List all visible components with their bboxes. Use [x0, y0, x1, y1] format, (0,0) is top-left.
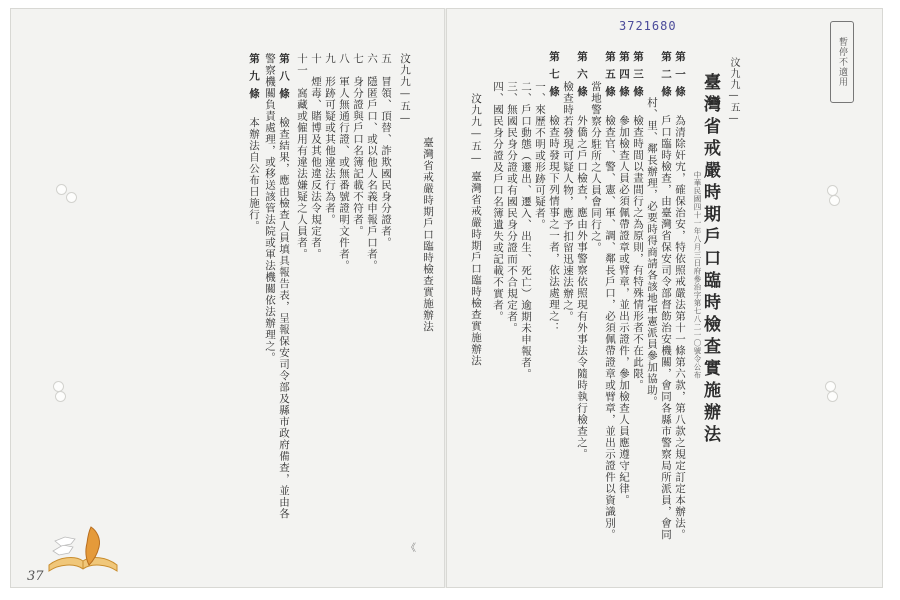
binding-hole: [827, 391, 838, 402]
article-1-text: 為清除奸宄，確保治安，特依照戒嚴法第十一條第六款，第八款之規定訂定本辦法。: [674, 115, 686, 541]
article-7-text: 檢查時發現下列情事之一者，依法處理之：: [548, 115, 560, 334]
item-6: [365, 53, 378, 272]
right-page: [446, 8, 883, 588]
doc-ref: 汶九九—五—: [728, 57, 739, 125]
article-5-num: 第五條: [604, 51, 616, 104]
article-6: [575, 51, 588, 460]
article-5-text: 檢查官、警、憲、軍、調、鄰長戶口，必須佩帶證章或臂章，並出示證件以資識別。: [604, 115, 616, 541]
article-9-num: 第九條: [248, 53, 260, 106]
item-8: [337, 53, 350, 272]
item-8-text: 軍人無通行證、或無番號證明文件者。: [338, 76, 350, 272]
binding-hole: [66, 192, 77, 203]
tail-running-title: 臺灣省戒嚴時期戶口臨時檢查實施辦法: [470, 171, 482, 367]
article-4-text: 參加檢查人員必須佩帶證章或臂章，並出示證件，參加檢查人員應遵守紀律。: [618, 115, 630, 506]
article-2-num: 第二條: [660, 51, 672, 104]
article-5: [603, 51, 616, 541]
article-3-text: 檢查時間以晝間行之為原則，有特殊情形者不在此限。: [632, 115, 644, 391]
item-8-num: 八: [338, 53, 350, 65]
archive-logo-icon: [39, 517, 123, 583]
article-9-text: 本辦法自公布日施行。: [248, 117, 260, 232]
item-11-text: 窩藏或僱用有違法嫌疑之人員者。: [296, 87, 308, 260]
article-1: [673, 51, 686, 541]
article-8: [277, 53, 290, 520]
article-2: [659, 51, 672, 541]
binding-hole: [55, 391, 66, 402]
item-10-text: 煙毒、賭博及其他違反法令規定者。: [310, 76, 322, 260]
archive-serial-number: 3721680: [619, 19, 677, 33]
page-number: 37: [27, 569, 44, 584]
article-3: [631, 51, 644, 391]
article-4-num: 第四條: [618, 51, 630, 104]
article-8-num: 第八條: [278, 53, 290, 106]
article-7-item-3: 三、無國民身分證或有國民身分證而不合規定者。: [506, 81, 518, 334]
item-5-num: 五: [380, 53, 392, 65]
bottom-mark: 《: [406, 543, 416, 554]
article-2-continued: 村、里、鄰長辦理，必要時得商請各該地軍憲派員參加協助。: [646, 97, 658, 408]
left-doc-ref: 汶九九—五—: [399, 53, 411, 125]
article-7-num: 第七條: [548, 51, 560, 104]
article-4: [617, 51, 630, 506]
item-6-text: 隱匿戶口、或以他人名義申報戶口者。: [366, 76, 378, 272]
left-running-title: 臺灣省戒嚴時期戶口臨時檢查實施辦法: [422, 137, 434, 333]
item-11-num: 十一: [296, 53, 308, 76]
binding-hole: [56, 184, 67, 195]
item-11: [295, 53, 308, 260]
article-9: [247, 53, 260, 232]
article-7: [547, 51, 560, 334]
article-1-num: 第一條: [674, 51, 686, 104]
article-6-text: 外僑之戶口檢查，應由外事警察依照現有外事法令隨時執行檢查之。: [576, 115, 588, 460]
item-5: [379, 53, 392, 249]
promulgation-note: 中華民國四十一年八月三日府參治字第七八二一〇號令公布: [693, 171, 702, 379]
article-7-item-2: 二、戶口動態（遷出、遷入、出生、死亡）逾期未申報者。: [520, 81, 532, 380]
item-10: [309, 53, 322, 260]
article-7-item-4: 四、國民身分證及戶口名簿遺失或記載不實者。: [492, 81, 504, 323]
item-5-text: 冒領、頂替、詐欺國民身分證者。: [380, 76, 392, 249]
article-6-num: 第六條: [576, 51, 588, 104]
item-10-num: 十: [310, 53, 322, 65]
item-7-num: 七: [352, 53, 364, 65]
article-2-text: 戶口臨時檢查，由臺灣省保安司令部督飭治安機關，會同各縣市警察局所派員，會同: [660, 115, 672, 541]
article-3-num: 第三條: [632, 51, 644, 104]
article-8-continued: 警察機關負責處理，或移送該管法院或軍法機關依法辦理之。: [264, 53, 276, 364]
item-7-text: 身分證與戶口名簿記載不符者。: [352, 76, 364, 237]
article-5-continued: 當地警察分駐所之人員會同行之。: [590, 81, 602, 254]
binding-hole: [829, 195, 840, 206]
article-6-continued: 檢查時若發現可疑人物，應予扣留迅速法辦之。: [562, 81, 574, 323]
item-9-text: 形跡可疑或其他違法行為者。: [324, 76, 336, 226]
article-7-item-1: 一、來歷不明或形跡可疑者。: [534, 81, 546, 231]
status-stamp: 暫停不適用: [830, 21, 854, 103]
item-9-num: 九: [324, 53, 336, 65]
left-page: [10, 8, 447, 588]
item-9: [323, 53, 336, 226]
item-6-num: 六: [366, 53, 378, 65]
article-8-text: 檢查結果，應由檢查人員填具報告表，呈報保安司令部及縣市政府備查，並由各: [278, 117, 290, 520]
item-7: [351, 53, 364, 237]
document-title: 臺灣省戒嚴時期戶口臨時檢查實施辦法: [700, 73, 720, 447]
tail-ref: 汶九九—五—: [470, 93, 482, 165]
